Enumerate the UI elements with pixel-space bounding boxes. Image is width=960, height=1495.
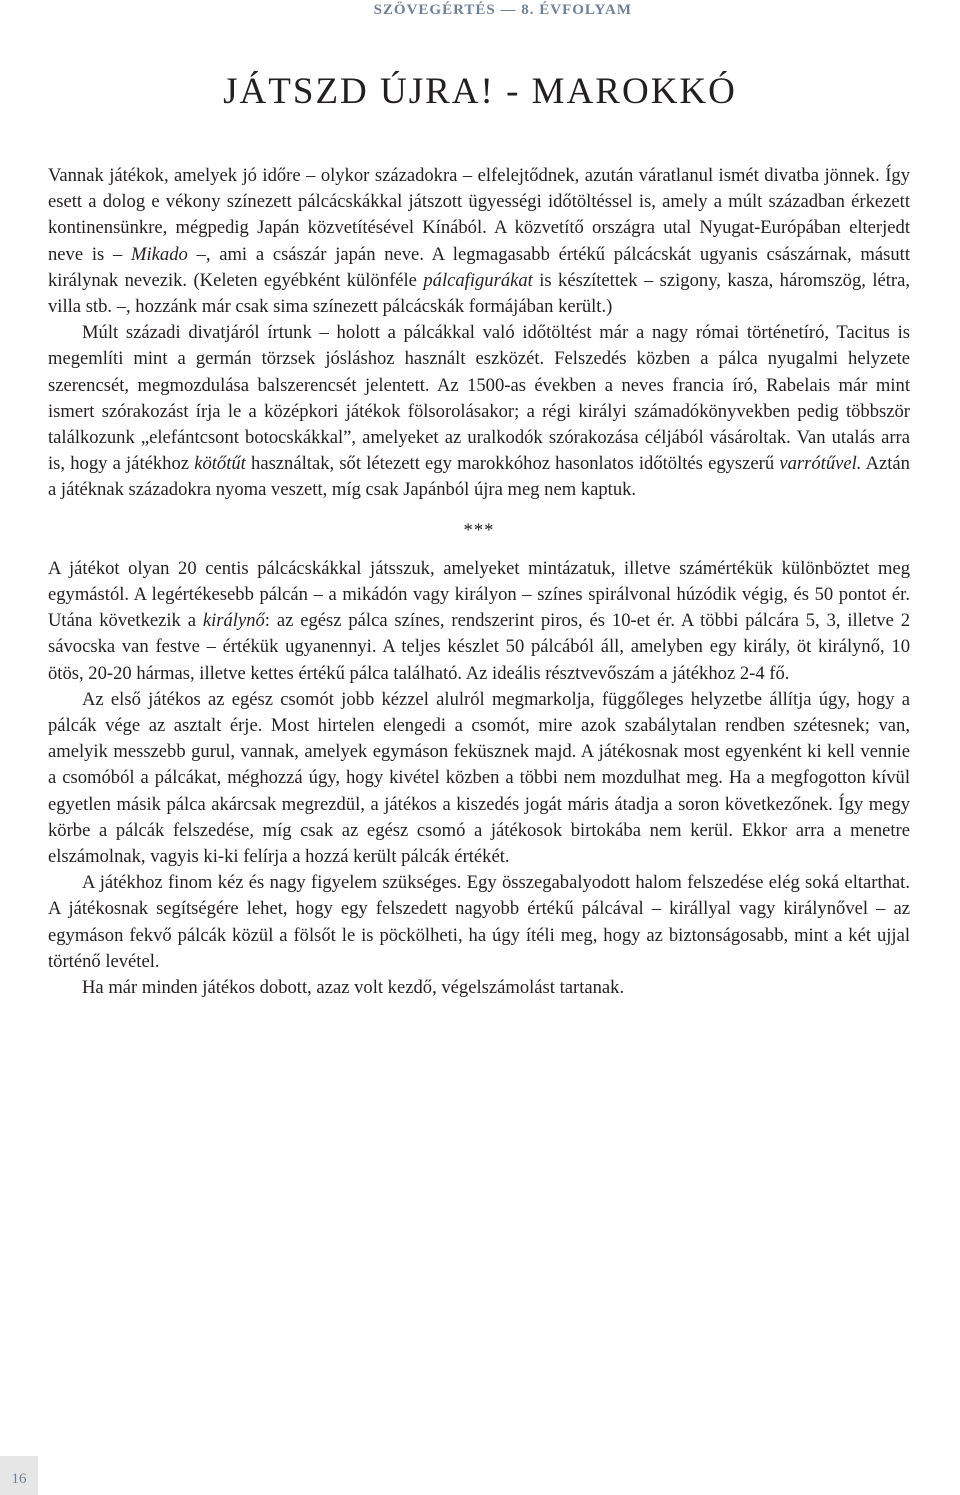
text-run: Aztán a játéknak századokra nyoma veszett, míg csak Japánból újra meg nem kaptuk. <box>48 453 910 501</box>
header-text: SZÖVEGÉRTÉS — 8. ÉVFOLYAM <box>373 2 632 18</box>
text-run: használtak, sőt létezett egy marokkóhoz hasonlatos időtöltés egyszerű <box>245 453 780 475</box>
text-run: A játékot olyan 20 centis pálcácskákkal játsszuk, amelyeket mintázatuk, illetve számértékük különböztet meg egymástól. A legértékesebb pálcán – a mikádón vagy királyon – színes spirálvonal húzódik végig, és 50 pontot ér. Utána következik a <box>48 557 910 632</box>
text-run: is készítettek – szigony, kasza, háromszög, létra, villa stb. –, hozzánk már csak sima színezett pálcácskák formájában került.) <box>48 269 910 318</box>
text-run: Múlt századi divatjáról írtunk – holott a pálcákkal való időtöltést már a nagy római történetíró, Tacitus is megemlíti mint a germán törzsek jósláshoz használt eszközét. Felszedés közben a pálca nyugalmi helyzete szerencsét, megmozdulása balszerencsét jelentett. Az 1500-as években a neves francia író, Rabelais már mint ismert szórakozást írja le a középkori játékok fölsorolásakor; a régi királyi számadókönyvekben pedig többször találkozunk „elefántcsont botocskákkal”, amelyeket az uralkodók szórakozása céljából vásároltak. Van utalás arra is, hogy a játékhoz <box>48 322 910 475</box>
page-title: JÁTSZD ÚJRA! - MAROKKÓ <box>223 71 737 112</box>
italic-term: Mikado <box>131 243 188 265</box>
text-run: –, ami a császár japán neve. A legmagasabb értékű pálcácskát ugyanis császárnak, másutt királynak nevezik. (Keleten egyébként különféle <box>48 243 910 291</box>
paragraph-3 <box>48 556 910 687</box>
paragraph-1 <box>48 163 910 320</box>
section-separator: *** <box>463 519 495 541</box>
italic-term: varrótűvel. <box>779 453 862 475</box>
running-header <box>0 0 960 24</box>
italic-term: pálcafigurákat <box>423 269 533 291</box>
article-body <box>48 163 910 1001</box>
text-run: : az egész pálca színes, rendszerint piros, és 10-et ér. A többi pálcára 5, 3, illetve 2 sávocska van festve – értékük ugyanennyi. A teljes készlet 50 pálcából áll, amelyben egy király, öt királynő, 10 ötös, 20-20 hármas, illetve kettes értékű pálca található. Az ideális résztvevőszám a játékhoz 2-4 fő. <box>48 610 911 684</box>
paragraph-2 <box>48 320 910 503</box>
paragraph-6: Ha már minden játékos dobott, azaz volt kezdő, végelszámolást tartanak. <box>82 977 625 999</box>
text-run: Vannak játékok, amelyek jó időre – olykor századokra – elfelejtődnek, azután váratlanul ismét divatba jönnek. Így esett a dolog e vékony színezett pálcácskákkal játszott ügyességi időtöltéssel is, amely a múlt században érkezett kontinensünkre, mégpedig Japán közvetítésével Kínából. A közvetítő országra utal Nyugat-Európában elterjedt neve is – <box>48 165 910 265</box>
paragraph-4: Az első játékos az egész csomót jobb kézzel alulról megmarkolja, függőleges helyzetbe állítja úgy, hogy a pálcák vége az asztalt érje. Most hirtelen elengedi a csomót, mire azok szabálytalan rendben szétesnek; van, amelyik messzebb gurul, vannak, amelyek egymáson feküsznek majd. A játékosnak most egyenként ki kell vennie a csomóból a pálcákat, méghozzá úgy, hogy kivétel közben a többi nem mozdulhat meg. Ha a megfogotton kívül egyetlen másik pálca akárcsak megrezdül, a játékos a kiszedés jogát máris átadja a soron következőnek. Így megy körbe a pálcák felszedése, míg csak az egész csomó a játékosok birtokába nem kerül. Ekkor arra a menetre elszámolnak, vagyis ki-ki felírja a hozzá került pálcák értékét. <box>48 688 910 868</box>
page-number: 16 <box>11 1471 27 1487</box>
paragraph-5: A játékhoz finom kéz és nagy figyelem szükséges. Egy összegabalyodott halom felszedése elég soká eltarthat. A játékosnak segítségére lehet, hogy egy felszedett nagyobb értékű pálcával – királlyal vagy királynővel – az egymáson fekvő pálcák közül a fölsőt le is pöckölheti, ha úgy ítéli meg, hogy az biztonságosabb, mint a két ujjal történő levétel. <box>48 872 910 972</box>
italic-term: királynő <box>202 610 265 632</box>
italic-term: kötőtűt <box>194 453 246 475</box>
